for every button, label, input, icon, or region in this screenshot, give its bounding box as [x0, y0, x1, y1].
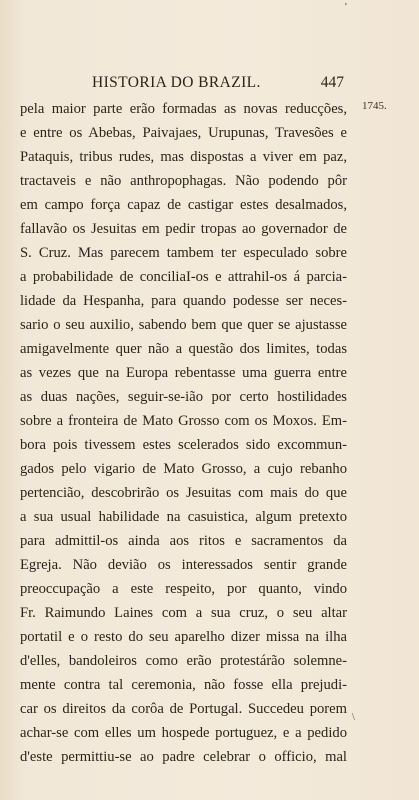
text-line: gados pelo vigario de Mato Grosso, a cujo rebanho	[20, 461, 347, 477]
text-line: pertencião, descobrirão os Jesuitas com mais do que	[20, 485, 347, 501]
text-line: amigavelmente quer não a questão dos limites, todas	[20, 341, 347, 357]
text-line: Fr. Raimundo Laines com a sua cruz, o seu altar	[20, 605, 347, 621]
bottom-ink-mark: \	[352, 712, 355, 723]
running-head-title: HISTORIA DO BRAZIL.	[92, 74, 261, 91]
text-line: sario o seu auxilio, sabendo bem que quer se ajustasse	[20, 317, 347, 333]
text-line: tractaveis e não anthropophagas. Não podendo pôr	[20, 173, 347, 189]
text-line: para admittil-os ainda aos ritos e sacramentos da	[20, 533, 347, 549]
text-line: d'elles, bandoleiros como erão protestárão solemne-	[20, 653, 347, 669]
page-number: 447	[320, 74, 344, 91]
text-line: mente contra tal ceremonia, não fosse ella prejudi-	[20, 677, 347, 693]
top-ink-mark: '	[345, 2, 347, 13]
text-line: preoccupação a este respeito, por quanto, vindo	[20, 581, 347, 597]
text-line: bora pois tivessem estes scelerados sido excommun-	[20, 437, 347, 453]
text-line: Egreja. Não devião os interessados sentir grande	[20, 557, 347, 573]
text-line: as duas nações, seguir-se-ião por certo hostilidades	[20, 389, 347, 405]
text-line: em campo força capaz de castigar estes desalmados,	[20, 197, 347, 213]
text-line: lidade da Hespanha, para quando podesse ser neces-	[20, 293, 347, 309]
text-line: S. Cruz. Mas parecem tambem ter especulado sobre	[20, 245, 347, 261]
text-line: a sua usual habilidade na casuistica, algum pretexto	[20, 509, 347, 525]
text-line: fallavão os Jesuitas em pedir tropas ao governador de	[20, 221, 347, 237]
margin-year-note: 1745.	[362, 100, 387, 112]
text-line: achar-se com elles um hospede portuguez, e a pedido	[20, 725, 347, 741]
text-line: sobre a fronteira de Mato Grosso com os Moxos. Em-	[20, 413, 347, 429]
text-line: as vezes que na Europa rebentasse uma guerra entre	[20, 365, 347, 381]
text-line: a probabilidade de conciliaI-os e attrahil-os á parcia-	[20, 269, 347, 285]
text-line: portatil e o resto do seu aparelho dizer missa na ilha	[20, 629, 347, 645]
running-head	[92, 74, 344, 92]
text-line: Pataquis, tribus rudes, mas dispostas a viver em paz,	[20, 149, 347, 165]
body-text	[20, 97, 347, 769]
text-line: e entre os Abebas, Paivajaes, Urupunas, Travesões e	[20, 125, 347, 141]
text-line: pela maior parte erão formadas as novas reducções,	[20, 101, 347, 117]
text-line: d'este permittiu-se ao padre celebrar o officio, mal	[20, 749, 347, 765]
text-line: car os direitos da corôa de Portugal. Succedeu porem	[20, 701, 347, 717]
